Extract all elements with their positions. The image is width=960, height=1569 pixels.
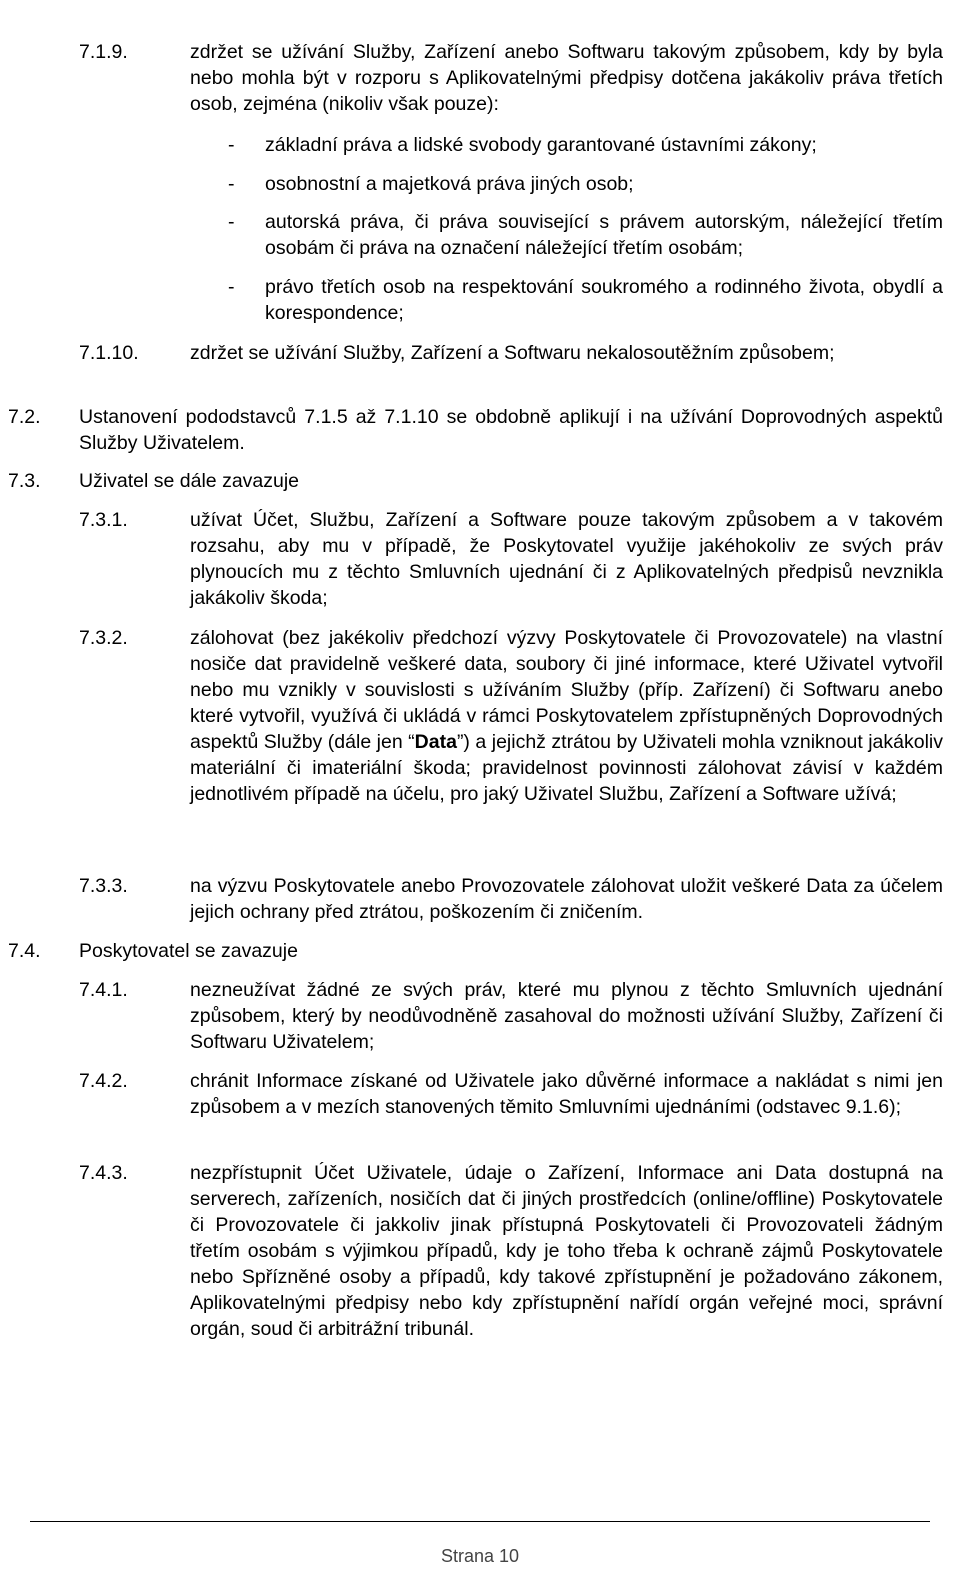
- clause-text-7-4-3: nezpřístupnit Účet Uživatele, údaje o Zařízení, Informace ani Data dostupná na serverech, zařízeních, nosičích dat či jiných prostředcích (online/offline) Poskytovatele či Provozovatele či jakkoliv jinak přístupná Poskytovateli či Provozovateli žádným třetím osobám s výjimkou případů, kdy je toho třeba k ochraně zájmů Poskytovatele nebo Spřízněné osoby a případů, kdy takové zpřístupnění je požadováno zákonem, Aplikovatelnými předpisy nebo kdy zpřístupnění nařídí orgán veřejné moci, správní orgán, soud či arbitrážní tribunál.: [190, 1162, 943, 1340]
- clause-text-7-1-9: zdržet se užívání Služby, Zařízení anebo Softwaru takovým způsobem, kdy by byla nebo mohla být v rozporu s Aplikovatelnými předpisy dotčena jakákoliv práva třetích osob, zejména (nikoliv však pouze):: [190, 41, 943, 115]
- clause-number-7-4: 7.4.: [8, 940, 41, 962]
- bullet-item-4: právo třetích osob na respektování soukromého a rodinného života, obydlí a korespondence;: [265, 276, 943, 324]
- clause-text-7-4-2: chránit Informace získané od Uživatele jako důvěrné informace a nakládat s nimi jen způsobem a v mezích stanovených těmito Smluvními ujednáními (odstavec 9.1.6);: [190, 1070, 943, 1118]
- bullet-dash: -: [228, 134, 235, 156]
- clause-number-7-3-1: 7.3.1.: [79, 509, 128, 531]
- clause-number-7-1-10: 7.1.10.: [79, 342, 139, 364]
- clause-text-part: zálohovat (bez jakékoliv předchozí výzvy Poskytovatele či Provozovatele) na vlastní nosiče dat pravidelně veškeré data, soubory či jiné informace, které Uživatel vytvořil nebo mu vznikly v souvislosti s užíváním Služby (příp. Zařízení) či Softwaru anebo které vytvořil, využívá či ukládá v rámci Poskytovatelem zpřístupněných Doprovodných aspektů Služby (dále jen “: [190, 627, 943, 753]
- clause-number-7-4-2: 7.4.2.: [79, 1070, 128, 1092]
- clause-number-7-3-2: 7.3.2.: [79, 627, 128, 649]
- bullet-dash: -: [228, 173, 235, 195]
- bullet-item-3: autorská práva, či práva související s právem autorským, náležející třetím osobám či práva na označení náležející třetím osobám;: [265, 211, 943, 259]
- clause-text-7-3-3: na výzvu Poskytovatele anebo Provozovatele zálohovat uložit veškeré Data za účelem jejich ochrany před ztrátou, poškozením či zničením.: [190, 875, 943, 923]
- clause-number-7-3: 7.3.: [8, 470, 41, 492]
- clause-text-7-3-2: [190, 625, 943, 807]
- clause-number-7-4-3: 7.4.3.: [79, 1162, 128, 1184]
- clause-text-7-2: Ustanovení pododstavců 7.1.5 až 7.1.10 se obdobně aplikují i na užívání Doprovodných aspektů Služby Uživatelem.: [79, 406, 943, 454]
- clause-text-7-3-1: užívat Účet, Službu, Zařízení a Software pouze takovým způsobem a v takovém rozsahu, aby mu v případě, že Poskytovatel využije jakéhokoliv ze svých práv plynoucích mu z těchto Smluvních ujednání či z Aplikovatelných předpisů nevznikla jakákoliv škoda;: [190, 509, 943, 609]
- clause-number-7-3-3: 7.3.3.: [79, 875, 128, 897]
- bullet-dash: -: [228, 276, 235, 298]
- clause-text-7-1-10: zdržet se užívání Služby, Zařízení a Softwaru nekalosoutěžním způsobem;: [190, 342, 835, 364]
- clause-number-7-2: 7.2.: [8, 406, 41, 428]
- clause-text-7-4-1: nezneužívat žádné ze svých práv, které mu plynou z těchto Smluvních ujednání způsobem, který by neodůvodněně zasahoval do možnosti užívání Služby, Zařízení či Softwaru Uživatelem;: [190, 979, 943, 1053]
- clause-number-7-4-1: 7.4.1.: [79, 979, 128, 1001]
- defined-term-data: Data: [414, 731, 457, 753]
- clause-number-7-1-9: 7.1.9.: [79, 41, 128, 63]
- bullet-item-1: základní práva a lidské svobody garantované ústavními zákony;: [265, 134, 817, 156]
- bullet-item-2: osobnostní a majetková práva jiných osob;: [265, 173, 634, 195]
- section-heading-7-3: Uživatel se dále zavazuje: [79, 470, 300, 492]
- footer-divider: [30, 1521, 930, 1522]
- page-number: Strana 10: [440, 1546, 520, 1566]
- section-heading-7-4: Poskytovatel se zavazuje: [79, 940, 298, 962]
- clause-text-part: ”) a jejichž ztrátou by Uživateli mohla vzniknout jakákoliv materiální či imateriální škoda; pravidelnost povinnosti zálohovat závisí v každém jednotlivém případě na účelu, pro jaký Uživatel Službu, Zařízení a Software užívá;: [190, 731, 944, 805]
- bullet-dash: -: [228, 211, 235, 233]
